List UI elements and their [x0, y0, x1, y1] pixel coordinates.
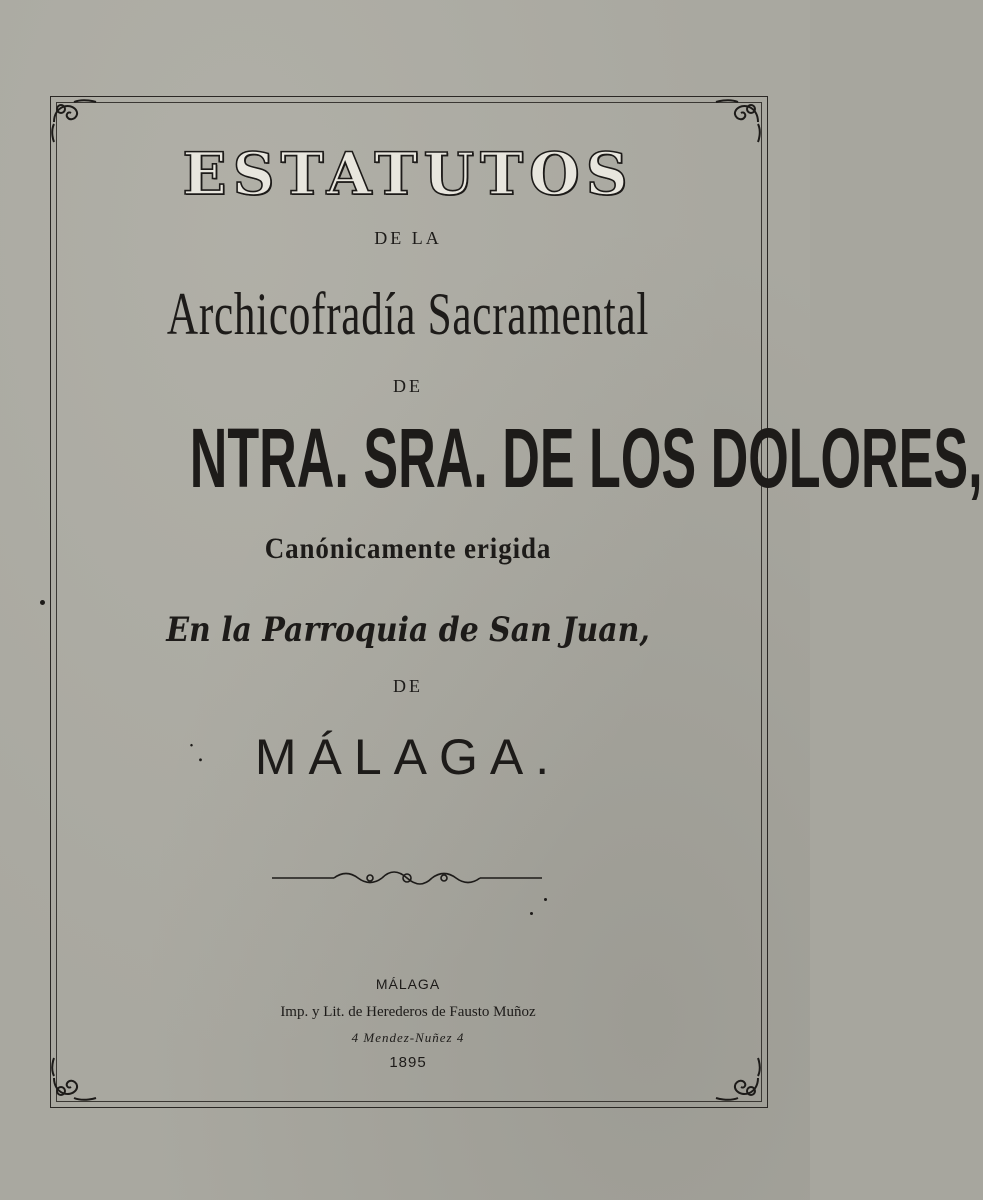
- title-malaga: MÁLAGA.: [254, 729, 562, 785]
- title-de: DE: [393, 376, 423, 396]
- page-border-inner: [56, 102, 983, 1102]
- ink-speck: [544, 898, 547, 901]
- ink-speck: [530, 912, 533, 915]
- imprint-year: 1895: [389, 1054, 427, 1071]
- imprint-address: 4 Mendez-Nuñez 4: [351, 1030, 465, 1045]
- divider-ornament-icon: [272, 866, 542, 890]
- imprint-city: MÁLAGA: [375, 976, 441, 992]
- title-archicofradia: Archicofradía Sacramental: [166, 281, 650, 347]
- imprint-printer: Imp. y Lit. de Herederos de Fausto Muñoz: [280, 1004, 536, 1020]
- ink-speck: [40, 600, 45, 605]
- title-estatutos: ESTATUTOS: [182, 140, 634, 208]
- subtitle-parroquia: En la Parroquia de San Juan,: [166, 610, 650, 650]
- title-de-2: DE: [393, 676, 423, 696]
- title-de-la: DE LA: [374, 228, 442, 248]
- subtitle-canonicamente: Canónicamente erigida: [264, 532, 552, 565]
- ink-dots: ˙.: [186, 742, 204, 767]
- title-ntra-sra: NTRA. SRA. DE LOS DOLORES,: [189, 411, 983, 505]
